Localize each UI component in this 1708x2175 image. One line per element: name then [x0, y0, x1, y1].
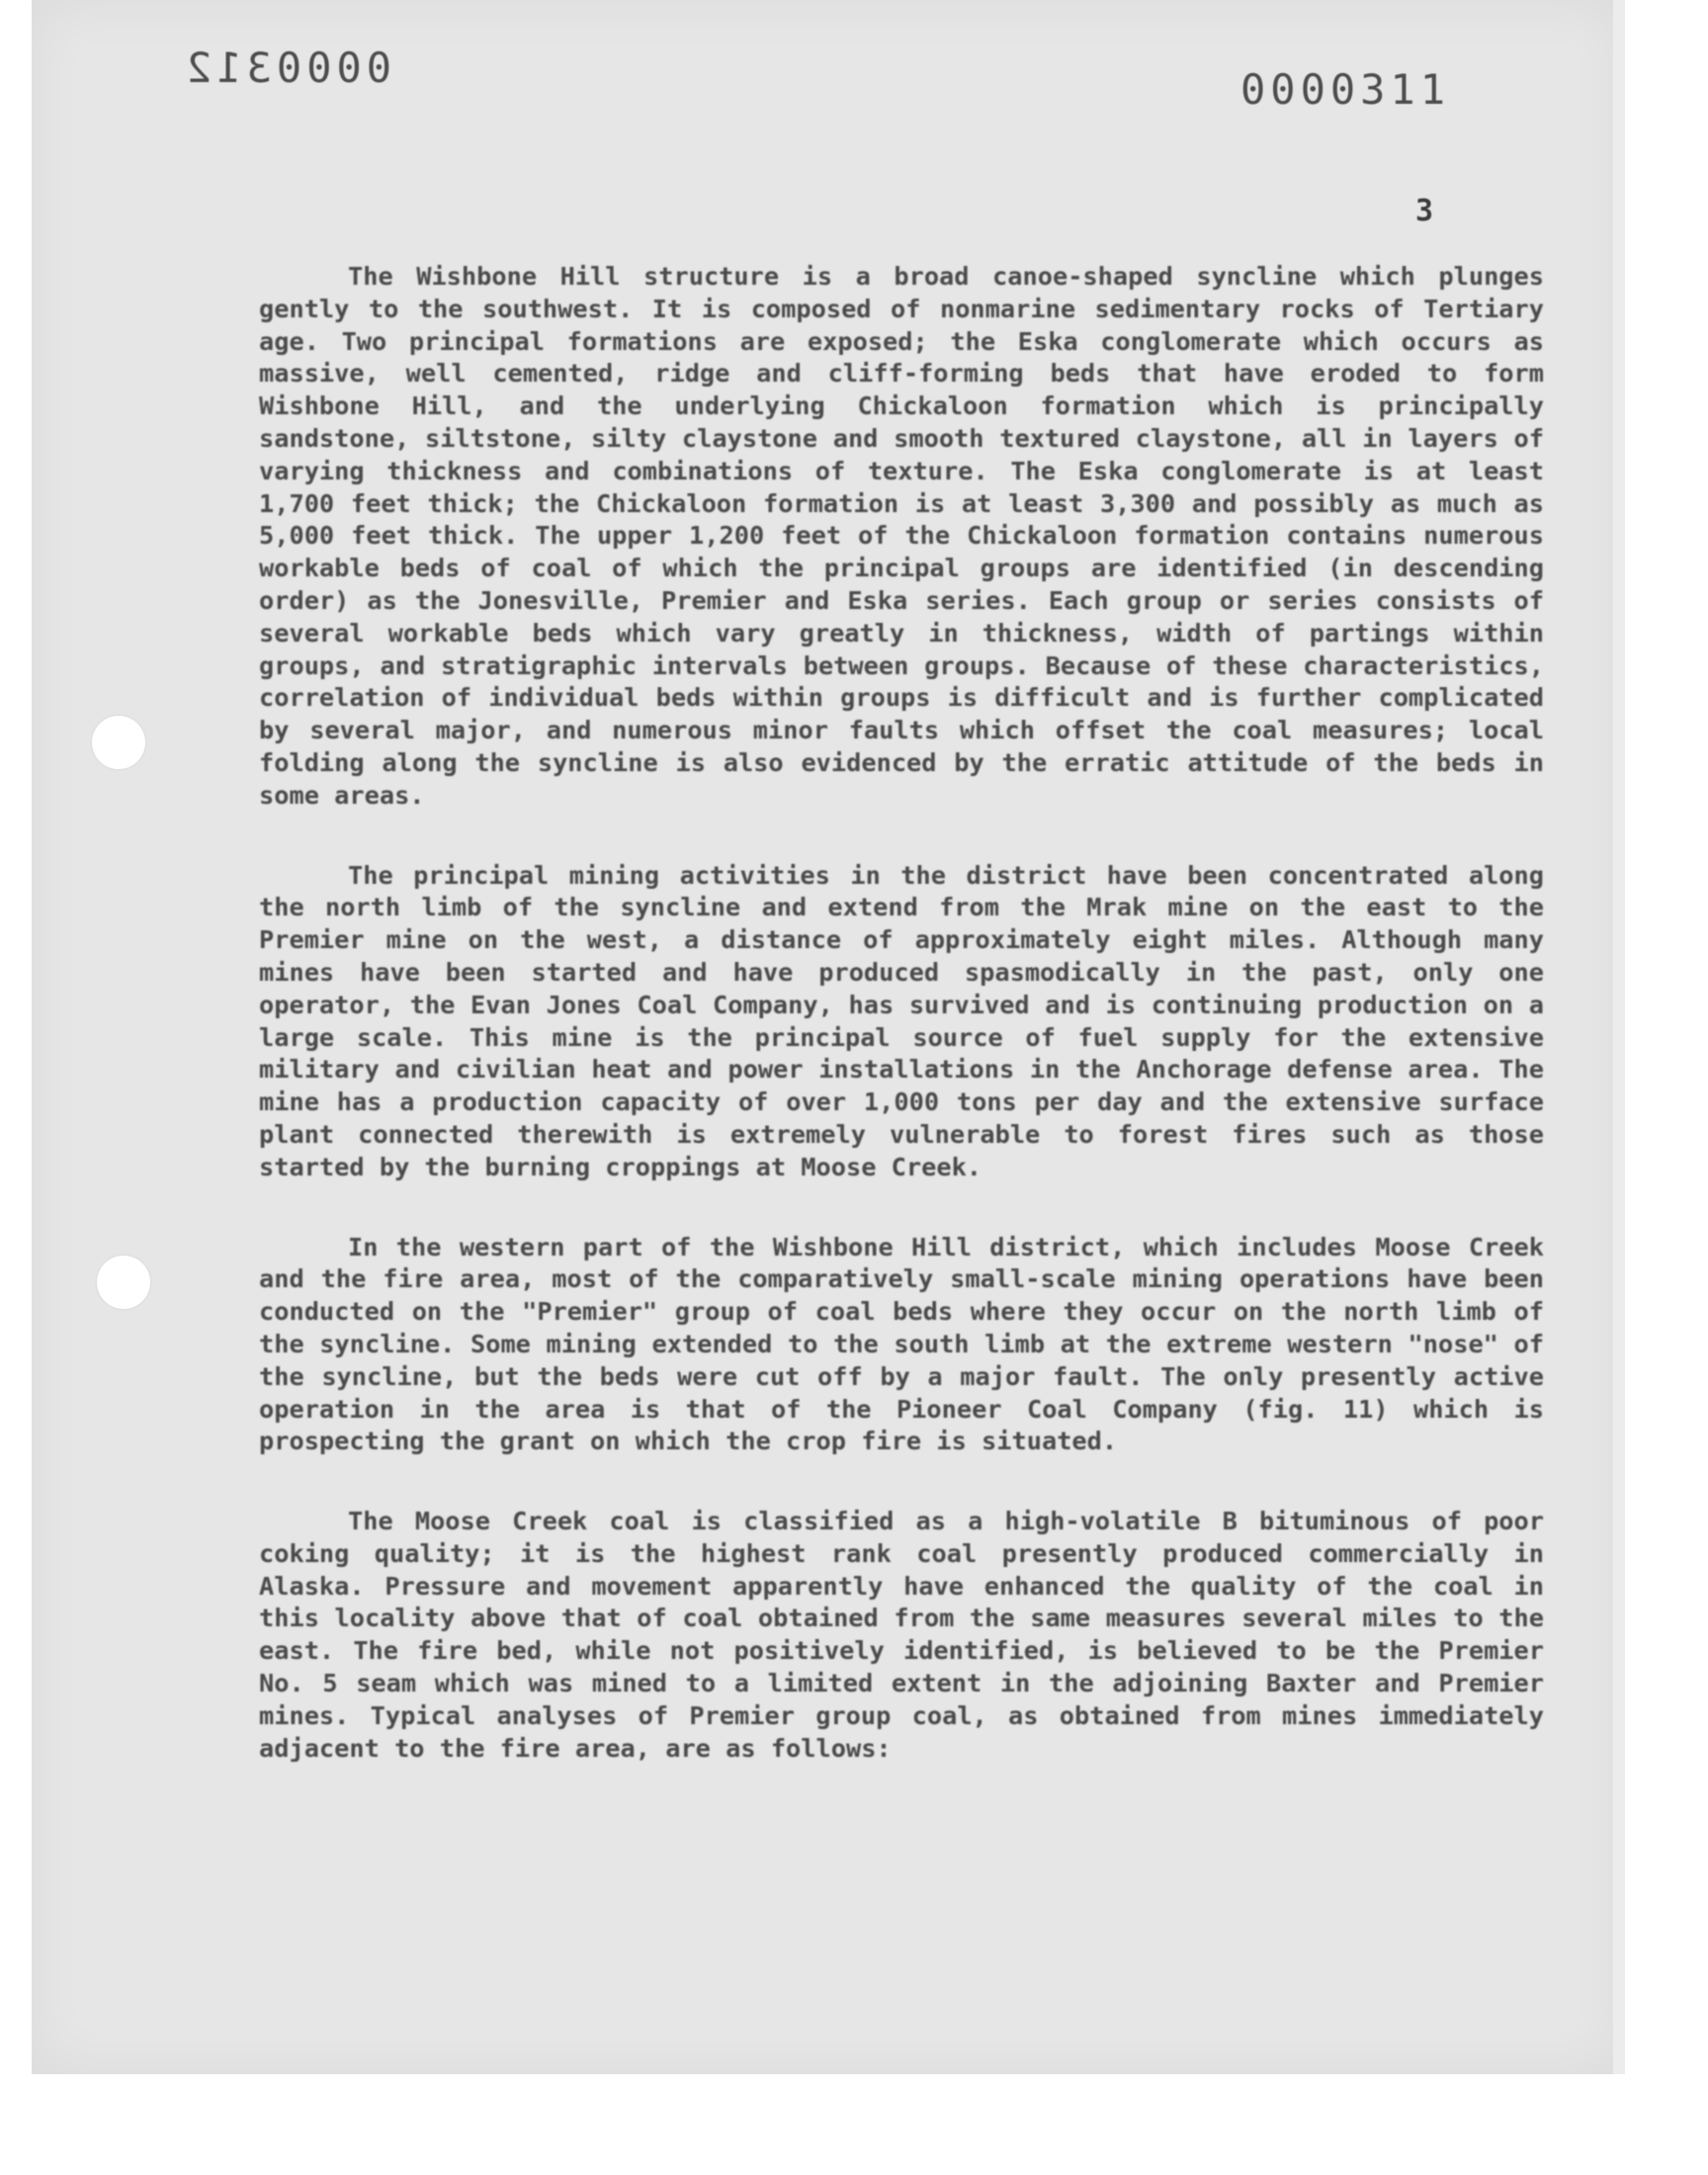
document-body	[259, 261, 1544, 1765]
page-number: 3	[1415, 194, 1434, 228]
punch-hole	[97, 1256, 150, 1309]
paragraph: In the western part of the Wishbone Hill district, which includes Moose Creek and the fire area, most of the comparatively small-scale mining operations have been conducted on the "Premier" group of coal beds where they occur on the north limb of the syncline. Some mining extended to the south limb at the extreme western "nose" of the syncline, but the beds were cut off by a major fault. The only presently active operation in the area is that of the Pioneer Coal Company (fig. 11) which is prospecting the grant on which the crop fire is situated.	[259, 1232, 1544, 1456]
bates-stamp-mirrored: 0000312	[182, 44, 392, 92]
paragraph: The Wishbone Hill structure is a broad canoe-shaped syncline which plunges gently to the southwest. It is composed of nonmarine sedimentary rocks of Tertiary age. Two principal formations are exposed; the Eska conglomerate which occurs as massive, well cemented, ridge and cliff-forming beds that have eroded to form Wishbone Hill, and the underlying Chickaloon formation which is principally sandstone, siltstone, silty claystone and smooth textured claystone, all in layers of varying thickness and combinations of texture. The Eska conglomerate is at least 1,700 feet thick; the Chickaloon formation is at least 3,300 and possibly as much as 5,000 feet thick. The upper 1,200 feet of the Chickaloon formation contains numerous workable beds of coal of which the principal groups are identified (in descending order) as the Jonesville, Premier and Eska series. Each group or series consists of several workable beds which vary greatly in thickness, width of partings within groups, and stratigraphic intervals between groups. Because of these characteristics, correlation of individual beds within groups is difficult and is further complicated by several major, and numerous minor faults which offset the coal measures; local folding along the syncline is also evidenced by the erratic attitude of the beds in some areas.	[259, 262, 1544, 810]
paragraph: The principal mining activities in the district have been concentrated along the north limb of the syncline and extend from the Mrak mine on the east to the Premier mine on the west, a distance of approximately eight miles. Although many mines have been started and have produced spasmodically in the past, only one operator, the Evan Jones Coal Company, has survived and is continuing production on a large scale. This mine is the principal source of fuel supply for the extensive military and civilian heat and power installations in the Anchorage defense area. The mine has a production capacity of over 1,000 tons per day and the extensive surface plant connected therewith is extremely vulnerable to forest fires such as those started by the burning croppings at Moose Creek.	[259, 860, 1544, 1181]
punch-hole	[92, 716, 145, 769]
paragraph: The Moose Creek coal is classified as a high-volatile B bituminous of poor coking quality; it is the highest rank coal presently produced commercially in Alaska. Pressure and movement apparently have enhanced the quality of the coal in this locality above that of coal obtained from the same measures several miles to the east. The fire bed, while not positively identified, is believed to be the Premier No. 5 seam which was mined to a limited extent in the adjoining Baxter and Premier mines. Typical analyses of Premier group coal, as obtained from mines immediately adjacent to the fire area, are as follows:	[259, 1507, 1544, 1763]
bates-stamp: 0000311	[1240, 65, 1451, 114]
page-edge	[1613, 0, 1625, 2074]
